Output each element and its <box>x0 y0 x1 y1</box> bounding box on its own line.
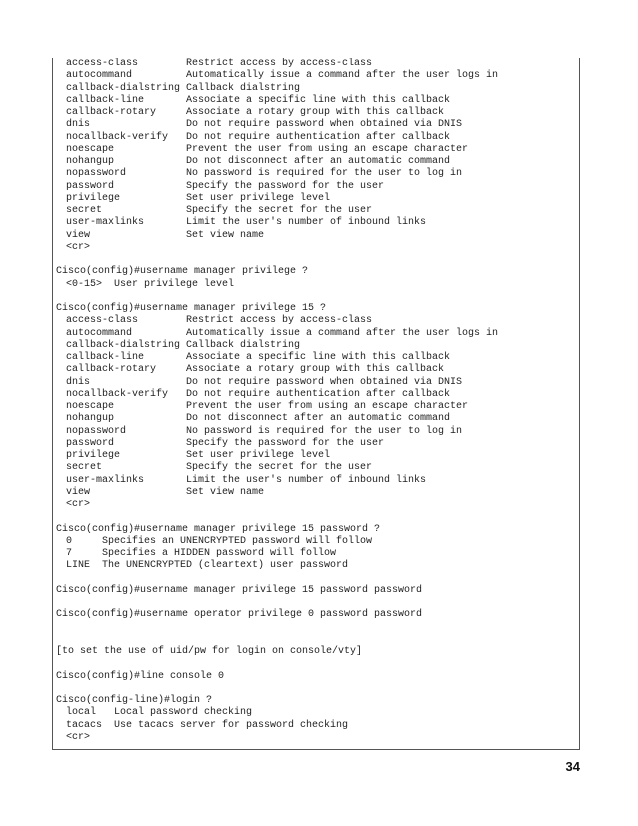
option-command: dnis <box>66 376 91 388</box>
page-number: 34 <box>565 759 580 774</box>
option-description: Specify the password for the user <box>186 437 385 449</box>
option-command: nocallback-verify <box>66 388 169 400</box>
option-row <box>56 475 576 487</box>
option-description: Restrict access by access-class <box>186 315 373 327</box>
option-row <box>56 401 576 413</box>
password-option: 7 Specifies a HIDDEN password will follow <box>66 548 337 559</box>
privilege-15-options-list <box>56 315 576 511</box>
option-command: nohangup <box>66 413 115 425</box>
blank-line <box>56 291 576 303</box>
option-command: nopassword <box>66 168 127 180</box>
prompt-privilege: Cisco(config)#username manager privilege ? <box>56 266 309 278</box>
option-description: Limit the user's number of inbound links <box>186 474 427 486</box>
note-line: [to set the use of uid/pw for login on console/vty] <box>56 646 363 657</box>
option-row <box>56 340 576 352</box>
privilege-range: <0-15> User privilege level <box>66 278 235 290</box>
option-row <box>56 95 576 107</box>
option-description: Associate a specific line with this callback <box>186 352 451 363</box>
option-command: callback-dialstring <box>66 82 181 94</box>
option-row <box>56 217 576 229</box>
option-command: access-class <box>66 58 139 69</box>
option-row <box>56 181 576 193</box>
option-command: <cr> <box>66 241 91 253</box>
option-description: Automatically issue a command after the user logs in <box>186 70 499 82</box>
option-description: Specify the secret for the user <box>186 205 373 216</box>
option-row <box>56 352 576 364</box>
option-row <box>56 413 576 425</box>
option-description: Specify the password for the user <box>186 180 385 192</box>
blank-line <box>56 658 576 670</box>
option-row <box>56 377 576 389</box>
prompt-password: Cisco(config)#username manager privilege 15 password ? <box>56 523 381 535</box>
option-command: callback-line <box>66 94 145 106</box>
option-row <box>56 144 576 156</box>
option-row <box>56 107 576 119</box>
option-description: Automatically issue a command after the user logs in <box>186 327 499 339</box>
option-command: noescape <box>66 143 115 155</box>
option-description: No password is required for the user to log in <box>186 425 463 437</box>
option-description: No password is required for the user to log in <box>186 168 463 180</box>
option-description: Associate a rotary group with this callback <box>186 364 445 376</box>
blank-line <box>56 622 576 634</box>
option-description: Prevent the user from using an escape character <box>186 143 469 155</box>
login-option: <cr> <box>66 731 91 743</box>
option-command: password <box>66 180 115 192</box>
option-description: Do not require password when obtained via DNIS <box>186 376 463 388</box>
option-command: callback-line <box>66 352 145 363</box>
option-row <box>56 487 576 499</box>
prompt-privilege-15: Cisco(config)#username manager privilege 15 ? <box>56 303 327 314</box>
option-command: dnis <box>66 119 91 131</box>
option-row <box>56 450 576 462</box>
option-command: callback-rotary <box>66 364 157 376</box>
option-description: Specify the secret for the user <box>186 462 373 474</box>
option-description: Limit the user's number of inbound links <box>186 217 427 229</box>
option-row <box>56 364 576 376</box>
password-option: 0 Specifies an UNENCRYPTED password will follow <box>66 535 373 547</box>
blank-line <box>56 573 576 585</box>
option-description: Do not require authentication after callback <box>186 388 451 400</box>
option-row <box>56 499 576 511</box>
option-description: Do not disconnect after an automatic command <box>186 156 451 167</box>
option-description: Set user privilege level <box>186 450 331 461</box>
option-command: nopassword <box>66 425 127 437</box>
prompt-login: Cisco(config-line)#login ? <box>56 695 213 706</box>
option-command: <cr> <box>66 499 91 510</box>
option-row <box>56 205 576 217</box>
option-description: Callback dialstring <box>186 339 301 351</box>
command-line-console: Cisco(config)#line console 0 <box>56 670 225 682</box>
option-description: Prevent the user from using an escape character <box>186 401 469 412</box>
command-manager-password: Cisco(config)#username manager privilege 15 password password <box>56 584 423 596</box>
option-row <box>56 70 576 82</box>
option-row <box>56 315 576 327</box>
option-command: secret <box>66 462 103 474</box>
option-command: nohangup <box>66 156 115 167</box>
option-command: privilege <box>66 450 121 461</box>
option-description: Callback dialstring <box>186 82 301 94</box>
terminal-output <box>56 58 576 750</box>
option-row <box>56 389 576 401</box>
password-option: LINE The UNENCRYPTED (cleartext) user password <box>66 560 349 572</box>
option-command: noescape <box>66 401 115 412</box>
option-command: access-class <box>66 315 139 327</box>
option-row <box>56 132 576 144</box>
option-row <box>56 83 576 95</box>
option-command: callback-rotary <box>66 107 157 118</box>
option-description: Set view name <box>186 229 265 241</box>
option-row <box>56 438 576 450</box>
option-row <box>56 119 576 131</box>
login-option: tacacs Use tacacs server for password checking <box>66 719 349 731</box>
option-row <box>56 168 576 180</box>
command-operator-password: Cisco(config)#username operator privilege 0 password password <box>56 609 423 621</box>
option-description: Restrict access by access-class <box>186 58 373 69</box>
option-command: nocallback-verify <box>66 131 169 143</box>
option-description: Set user privilege level <box>186 192 331 204</box>
option-command: password <box>66 437 115 449</box>
blank-line <box>56 634 576 646</box>
option-row <box>56 156 576 168</box>
option-command: autocommand <box>66 70 133 82</box>
option-command: view <box>66 229 91 241</box>
option-command: view <box>66 486 91 498</box>
option-description: Associate a rotary group with this callback <box>186 107 445 118</box>
blank-line <box>56 597 576 609</box>
option-row <box>56 426 576 438</box>
login-option: local Local password checking <box>66 707 253 719</box>
option-description: Do not require password when obtained via DNIS <box>186 119 463 131</box>
blank-line <box>56 511 576 523</box>
option-command: autocommand <box>66 327 133 339</box>
option-row <box>56 242 576 254</box>
option-description: Set view name <box>186 486 265 498</box>
option-row <box>56 328 576 340</box>
option-command: user-maxlinks <box>66 474 145 486</box>
blank-line <box>56 683 576 695</box>
option-command: callback-dialstring <box>66 339 181 351</box>
option-command: privilege <box>66 192 121 204</box>
option-row <box>56 193 576 205</box>
option-row <box>56 58 576 70</box>
option-description: Do not disconnect after an automatic command <box>186 413 451 425</box>
option-description: Associate a specific line with this callback <box>186 94 451 106</box>
option-row <box>56 230 576 242</box>
option-row <box>56 462 576 474</box>
blank-line <box>56 254 576 266</box>
username-options-list <box>56 58 576 254</box>
option-description: Do not require authentication after callback <box>186 131 451 143</box>
option-command: user-maxlinks <box>66 217 145 229</box>
option-command: secret <box>66 205 103 216</box>
